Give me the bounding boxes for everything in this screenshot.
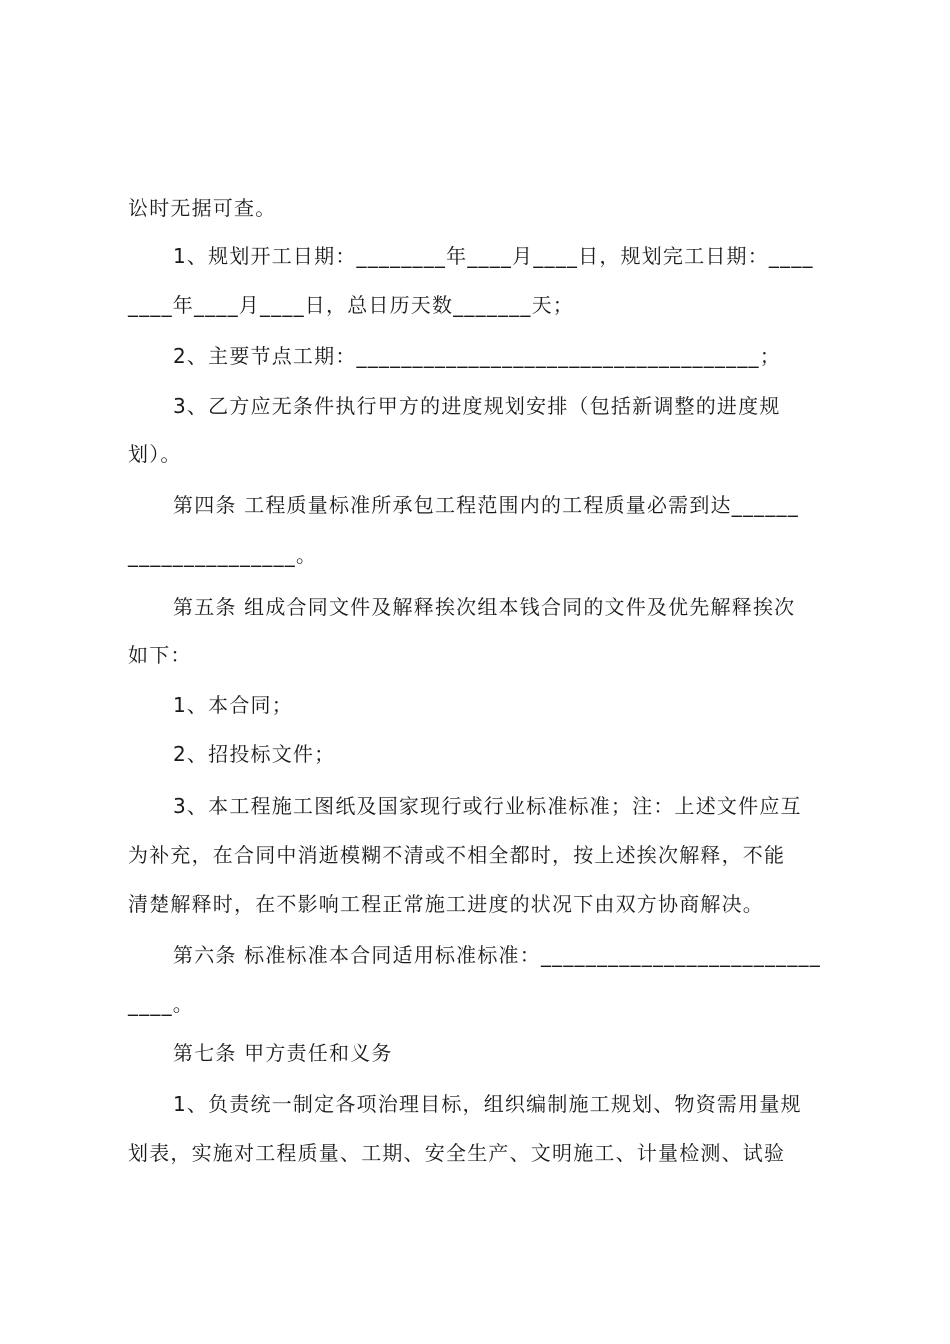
- text-line-2: 1、规划开工日期：________年____月____日，规划完工日期：____: [173, 244, 814, 268]
- text-line-3: ____年____月____日，总日历天数_______天；: [128, 293, 574, 317]
- text-line-13: 3、本工程施工图纸及国家现行或行业标准标准；注：上述文件应互: [173, 794, 802, 818]
- text-line-5: 3、乙方应无条件执行甲方的进度规划安排（包括新调整的进度规: [173, 394, 781, 418]
- text-line-7: 第四条 工程质量标准所承包工程范围内的工程质量必需到达______: [173, 493, 799, 517]
- text-line-17: ____。: [128, 992, 194, 1016]
- text-line-14: 为补充，在合同中消逝模糊不清或不相全都时，按上述挨次解释，不能: [128, 843, 786, 867]
- text-line-6: 划）。: [128, 442, 182, 466]
- text-line-16: 第六条 标准标准本合同适用标准标准：_________________________: [173, 943, 821, 967]
- text-line-15: 清楚解释时，在不影响工程正常施工进度的状况下由双方协商解决。: [128, 892, 764, 916]
- text-line-1: 讼时无据可查。: [128, 196, 277, 220]
- text-line-11: 1、本合同；: [173, 693, 293, 717]
- text-line-12: 2、招投标文件；: [173, 742, 336, 766]
- text-line-19: 1、负责统一制定各项治理目标，组织编制施工规划、物资需用量规: [173, 1092, 802, 1116]
- text-line-20: 划表，实施对工程质量、工期、安全生产、文明施工、计量检测、试验: [128, 1141, 786, 1165]
- text-line-4: 2、主要节点工期：____________________________________；: [173, 344, 781, 368]
- text-line-9: 第五条 组成合同文件及解释挨次组本钱合同的文件及优先解释挨次: [173, 595, 796, 619]
- text-line-10: 如下：: [128, 643, 192, 667]
- text-line-8: _______________。: [128, 543, 318, 567]
- text-line-18: 第七条 甲方责任和义务: [173, 1041, 393, 1065]
